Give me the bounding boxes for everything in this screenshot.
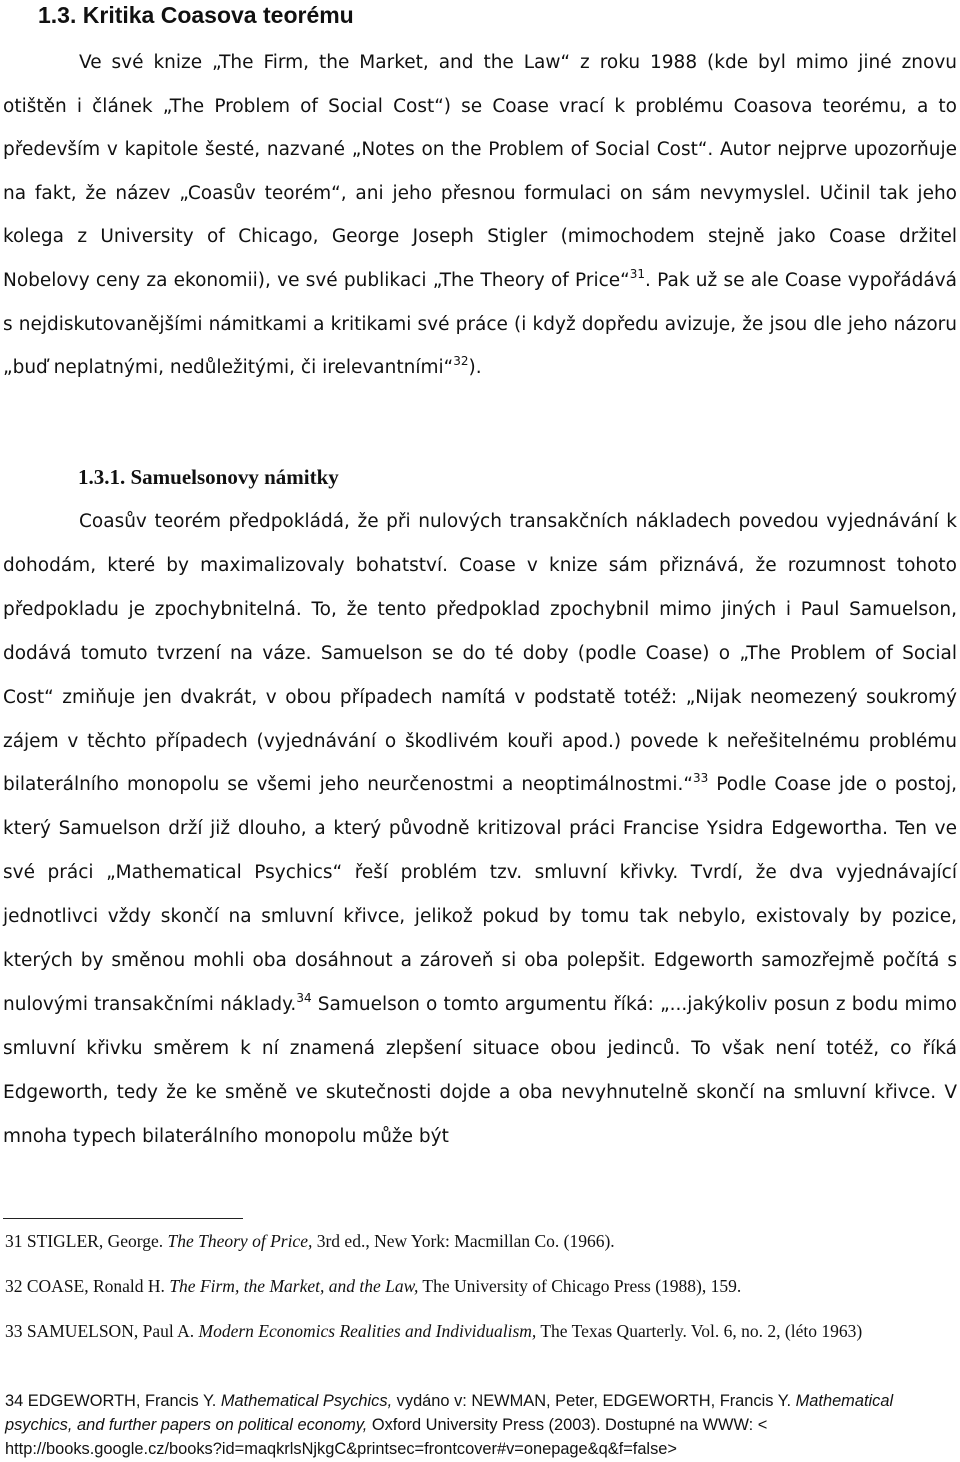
footnote-ref-33[interactable]: 33 <box>692 771 709 786</box>
footnote-34-rest: Oxford University Press (2003). Dostupné na WWW: < http://books.google.cz/books?id=maqkrlsNjkgC&printsec=frontcover#v=onepage&q&f=false> <box>5 1416 768 1458</box>
footnote-separator <box>3 1218 243 1219</box>
footnote-34-title: Mathematical Psychics, <box>220 1392 393 1410</box>
footnote-ref-34[interactable]: 34 <box>296 990 312 1005</box>
paragraph-samuelson-text-3: Samuelson o tomto argumentu říká: „...jakýkoliv posun z bodu mimo smluvní křivku směrem k ní znamená zlepšení situace obou jedinců. To však není totéž, co říká Edgeworth, tedy že ke směně ve skutečnosti dojde a oba nevyhnutelně skončí na smluvní křivce. V mnoha typech bilaterálního monopolu může být <box>3 993 957 1147</box>
paragraph-intro-text-1: Ve své knize „The Firm, the Market, and the Law“ z roku 1988 (kde byl mimo jiné znovu otištěn i článek „The Problem of Social Cost“) se Coase vrací k problému Coasova teorému, a to především v kapitole šesté, nazvané „Notes on the Problem of Social Cost“. Autor nejprve upozorňuje na fakt, že název „Coasův teorém“, ani jeho přesnou formulaci on sám nevymyslel. Učinil tak jeho kolega z University of Chicago, George Joseph Stigler (mimochodem stejně jako Coase držitel Nobelovy ceny za ekonomii), ve své publikaci „The Theory of Price“ <box>3 52 957 291</box>
footnote-34 <box>5 1389 955 1461</box>
footnote-31-title: The Theory of Price, <box>167 1231 313 1251</box>
footnote-31-lead: 31 STIGLER, George. <box>5 1231 168 1251</box>
footnote-ref-31[interactable]: 31 <box>629 266 646 281</box>
section-heading: 1.3. Kritika Coasova teorému <box>38 2 354 28</box>
footnote-ref-32[interactable]: 32 <box>453 354 469 369</box>
paragraph-samuelson-text-2: Podle Coase jde o postoj, který Samuelson drží již dlouho, a který původně kritizoval práci Francise Ysidra Edgewortha. Ten ve své práci „Mathematical Psychics“ řeší problém tzv. smluvní křivky. Tvrdí, že dva vyjednávající jednotlivci vždy skončí na smluvní křivce, jelikož pokud by tomu tak nebylo, existovaly by pozice, kterých by směnou mohli oba dosáhnout a zároveň si oba polepšit. Edgeworth samozřejmě počítá s nulovými transakčními náklady. <box>3 774 957 1015</box>
footnote-32 <box>5 1274 955 1299</box>
subsection-heading: 1.3.1. Samuelsonovy námitky <box>78 465 339 489</box>
paragraph-intro-text-3: ). <box>468 357 482 379</box>
footnote-32-title: The Firm, the Market, and the Law, <box>169 1276 419 1296</box>
footnote-33 <box>5 1319 955 1344</box>
footnote-34-title2: Mathematical psychics, and further papers on political economy, <box>5 1392 894 1434</box>
footnote-34-mid: vydáno v: NEWMAN, Peter, EDGEWORTH, Francis Y. <box>392 1392 796 1410</box>
footnote-33-title: Modern Economics Realities and Individualism, <box>198 1321 537 1341</box>
paragraph-intro <box>3 41 957 390</box>
footnote-31-rest: 3rd ed., New York: Macmillan Co. (1966). <box>312 1231 615 1251</box>
footnote-33-rest: The Texas Quarterly. Vol. 6, no. 2, (léto 1963) <box>536 1321 863 1341</box>
footnote-32-lead: 32 COASE, Ronald H. <box>5 1276 170 1296</box>
footnote-31 <box>5 1229 955 1254</box>
paragraph-samuelson <box>3 500 957 1159</box>
footnote-32-rest: The University of Chicago Press (1988), 159. <box>418 1276 742 1296</box>
footnote-33-lead: 33 SAMUELSON, Paul A. <box>5 1321 199 1341</box>
footnote-34-lead: 34 EDGEWORTH, Francis Y. <box>5 1392 221 1410</box>
paragraph-samuelson-text-1: Coasův teorém předpokládá, že při nulových transakčních nákladech povedou vyjednávání k dohodám, které by maximalizovaly bohatství. Coase v knize sám přiznává, že rozumnost tohoto předpokladu je zpochybnitelná. To, že tento předpoklad zpochybnil mimo jiných i Paul Samuelson, dodává tomuto tvrzení na váze. Samuelson se do té doby (podle Coase) o „The Problem of Social Cost“ zmiňuje jen dvakrát, v obou případech namítá v podstatě totéž: „Nijak neomezený soukromý zájem v těchto případech (vyjednávání o škodlivém kouři apod.) povede k neřešitelnému problému bilaterálního monopolu se všemi jeho neurčenostmi a neoptimálnostmi.“ <box>3 511 957 796</box>
paragraph-intro-text-2: . Pak už se ale Coase vypořádává s nejdiskutovanějšími námitkami a kritikami své práce (i když dopředu avizuje, že jsou dle jeho názoru „buď neplatnými, nedůležitými, či irelevantními“ <box>3 269 958 379</box>
